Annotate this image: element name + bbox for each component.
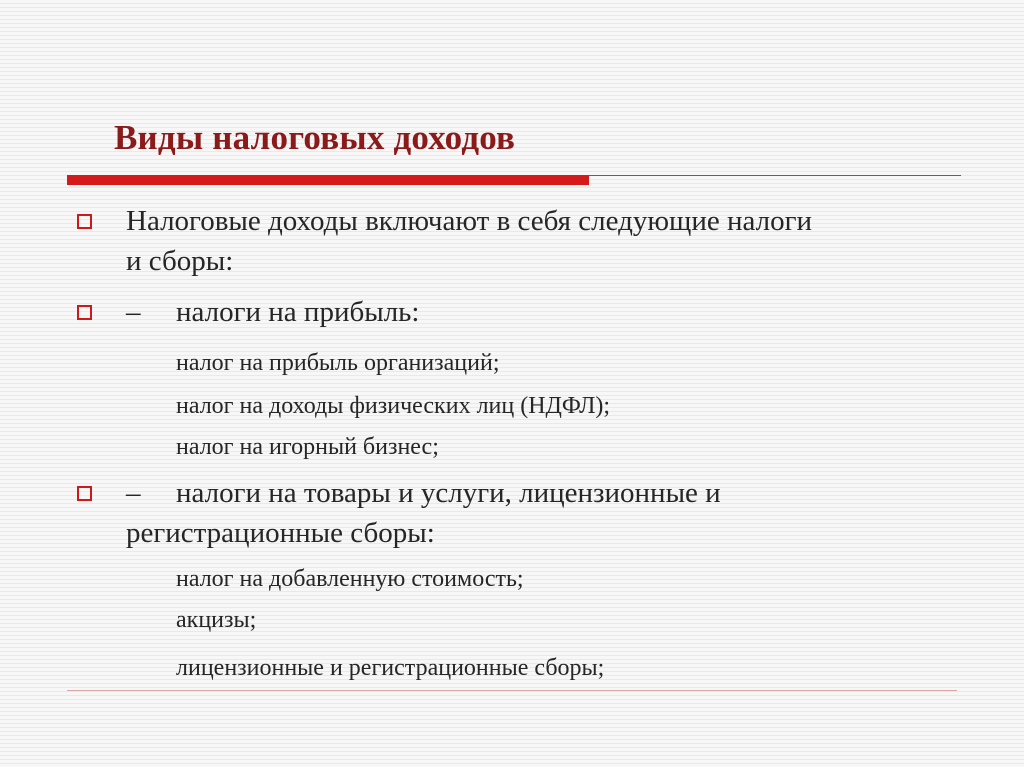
bullet-3-heading xyxy=(126,477,721,510)
title-underline-bar xyxy=(67,175,589,185)
list-item: налог на прибыль организаций; xyxy=(176,350,500,376)
footer-divider xyxy=(67,690,957,691)
bullet-2-heading xyxy=(126,296,419,329)
bullet-1-text-line2: и сборы: xyxy=(126,245,234,277)
list-item: лицензионные и регистрационные сборы; xyxy=(176,655,605,681)
list-item: налог на доходы физических лиц (НДФЛ); xyxy=(176,393,611,419)
bullet-3-heading-text: налоги на товары и услуги, лицензионные и xyxy=(176,477,721,509)
bullet-3-heading-line2: регистрационные сборы: xyxy=(126,517,435,549)
bullet-square-icon xyxy=(77,486,92,501)
bullet-square-icon xyxy=(77,214,92,229)
bullet-1-text-line1: Налоговые доходы включают в себя следующие налоги xyxy=(126,205,812,237)
dash-glyph: – xyxy=(126,477,141,509)
dash-glyph: – xyxy=(126,296,141,328)
list-item: налог на игорный бизнес; xyxy=(176,434,439,460)
bullet-square-icon xyxy=(77,305,92,320)
slide-title: Виды налоговых доходов xyxy=(114,118,516,157)
list-item: налог на добавленную стоимость; xyxy=(176,566,524,592)
bullet-2-heading-text: налоги на прибыль: xyxy=(176,296,420,328)
list-item: акцизы; xyxy=(176,607,257,633)
title-underline-thin xyxy=(589,175,961,176)
